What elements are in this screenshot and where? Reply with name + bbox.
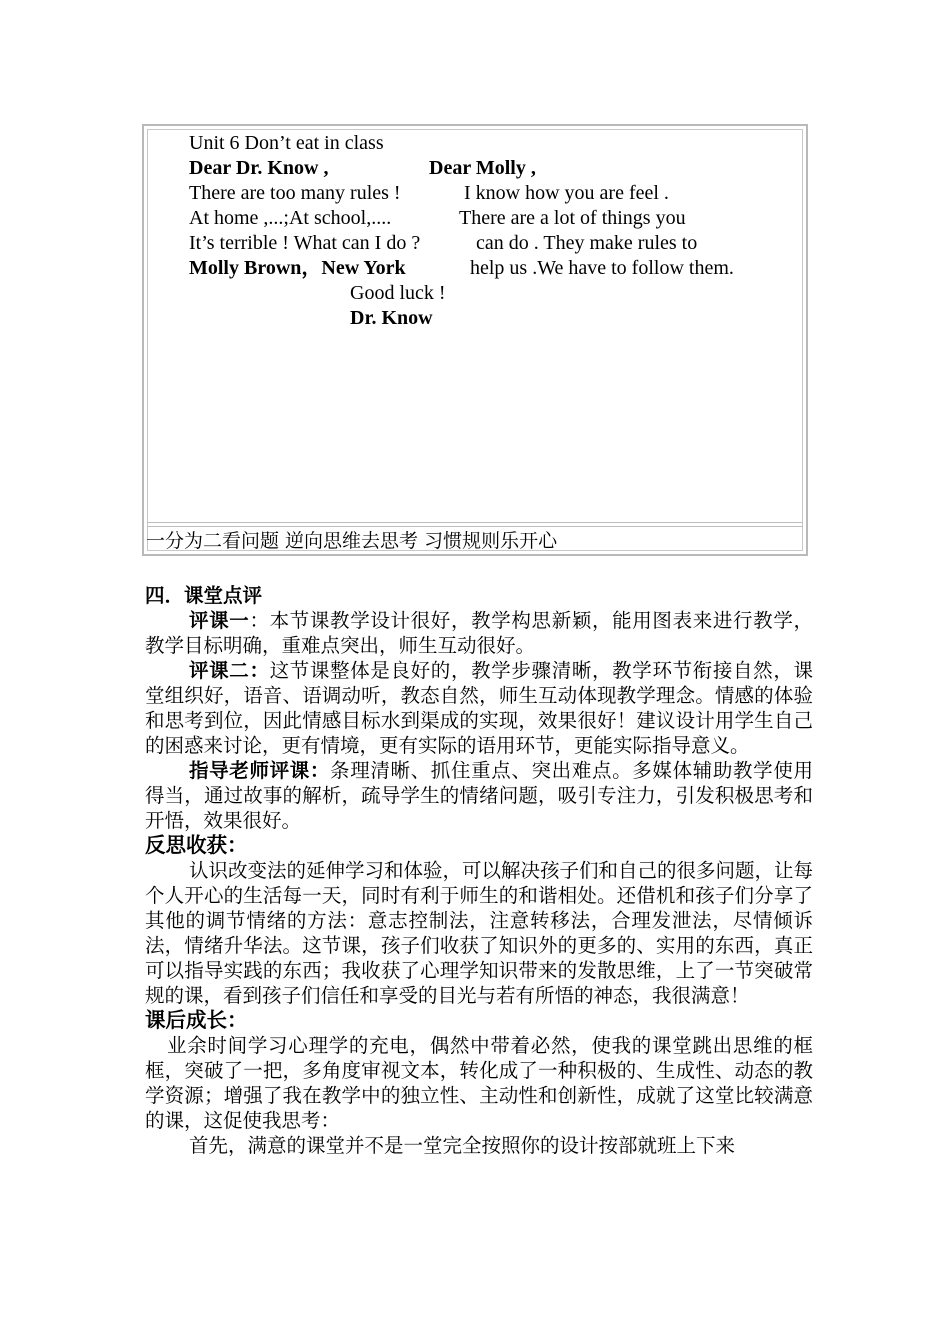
review-2-label: 评课二：	[189, 659, 270, 682]
reflection-text: 认识改变法的延伸学习和体验，可以解决孩子们和自己的很多问题，让每个人开心的生活每一天，同时有利于师生的和谐相处。还借机和孩子们分享了其他的调节情绪的方法：意志控制法，注意转移法，合理发泄法，尽情倾诉法，情绪升华法。这节课，孩子们收获了知识外的更多的、实用的东西，真正可以指导实践的东西；我收获了心理学知识带来的发散思维，上了一节突破常规的课，看到孩子们信任和享受的目光与若有所悟的神态，我很满意！	[145, 859, 814, 1007]
reflection-heading: 反思收获：	[145, 833, 248, 857]
review-2-text: 这节课整体是良好的，教学步骤清晰，教学环节衔接自然，课堂组织好，语音、语调动听，教态自然，师生互动体现教学理念。情感的体验和思考到位，因此情感目标水到渠成的实现，效果很好！建议设计用学生自己的困惑来讨论，更有情境，更有实际的语用环节，更能实际指导意义。	[145, 659, 813, 757]
review-1-label: 评课一	[189, 609, 250, 632]
review-1-text: ：本节课教学设计很好，教学构思新颖，能用图表来进行教学，教学目标明确，重难点突出，师生互动很好。	[145, 609, 813, 657]
mentor-review	[145, 758, 813, 833]
letter-box	[142, 124, 808, 556]
growth-para-2: 首先，满意的课堂并不是一堂完全按照你的设计按部就班上下来	[189, 1134, 736, 1157]
left-salutation: Dear Dr. Know ,	[189, 157, 329, 179]
review-1	[145, 608, 813, 658]
document-body	[145, 583, 813, 1158]
left-line-3: It’s terrible ! What can I do ?	[189, 232, 421, 254]
box-divider	[147, 522, 803, 527]
growth-para-1: 业余时间学习心理学的充电，偶然中带着必然，使我的课堂跳出思维的框框，突破了一把，多角度审视文本，转化成了一种积极的、生成性、动态的教学资源；增强了我在教学中的独立性、主动性和创新性，成就了这堂比较满意的课，这促使我思考：	[145, 1034, 813, 1132]
right-line-3: can do . They make rules to	[476, 232, 698, 254]
unit-title: Unit 6 Don’t eat in class	[189, 132, 384, 154]
review-2	[145, 658, 813, 758]
left-line-1: There are too many rules !	[189, 182, 401, 204]
right-signature: Dr. Know	[350, 307, 433, 329]
motto: 一分为二看问题 逆向思维去思考 习惯规则乐开心	[146, 530, 558, 552]
mentor-review-text: 条理清晰、抓住重点、突出难点。多媒体辅助教学使用得当，通过故事的解析，疏导学生的情绪问题，吸引专注力，引发积极思考和开悟，效果很好。	[145, 759, 813, 832]
left-signature: Molly Brown，New York	[189, 257, 406, 279]
right-salutation: Dear Molly ,	[429, 157, 536, 179]
right-line-1: I know how you are feel .	[464, 182, 669, 204]
growth-heading: 课后成长：	[145, 1008, 248, 1032]
closing: Good luck !	[350, 282, 446, 304]
section4-heading: 四．课堂点评	[145, 584, 263, 607]
mentor-review-label: 指导老师评课：	[189, 759, 331, 782]
right-line-4: help us .We have to follow them.	[470, 257, 734, 279]
right-line-2: There are a lot of things you	[459, 207, 686, 229]
left-line-2: At home ,...;At school,....	[189, 207, 392, 229]
